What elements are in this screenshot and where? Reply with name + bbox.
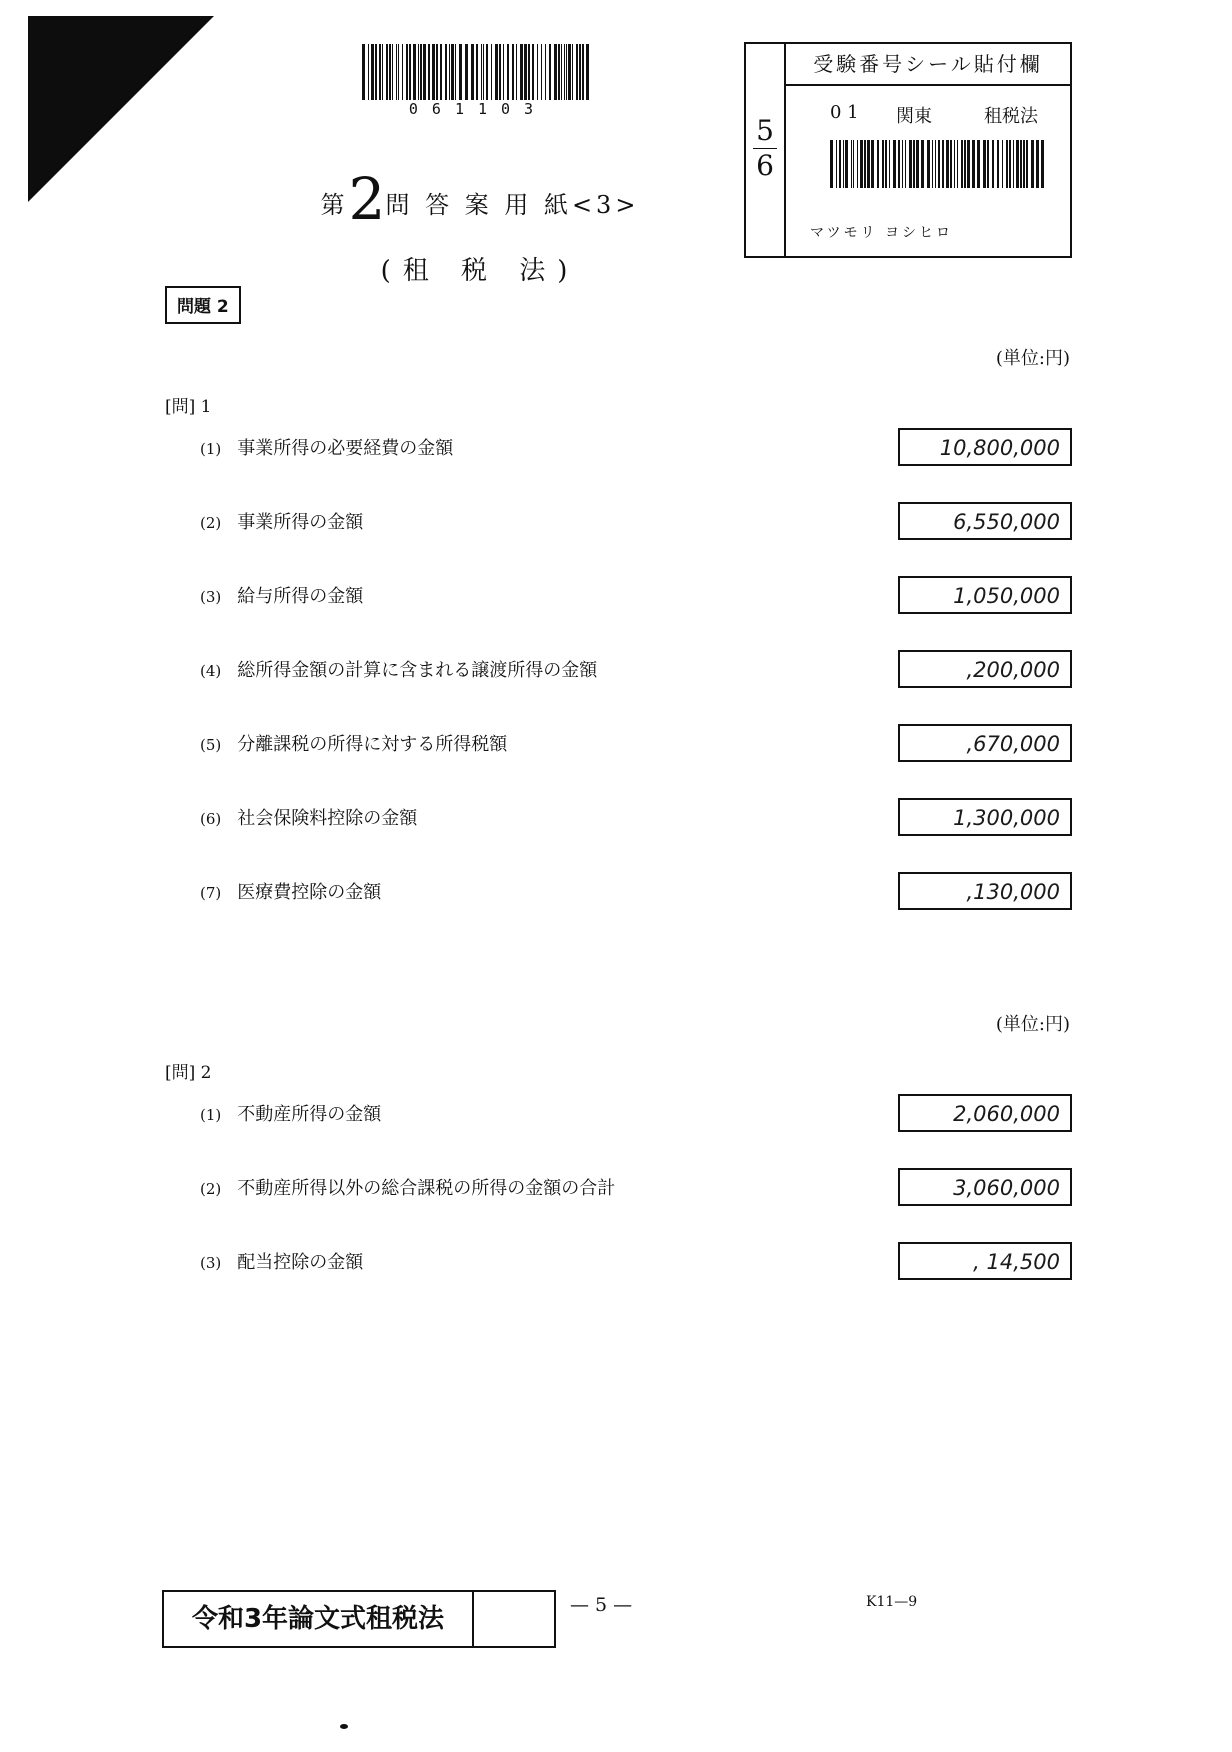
row-label-2-3: (3) 配当控除の金額 <box>200 1252 364 1273</box>
seal-name: マツモリ ヨシヒロ <box>810 225 954 241</box>
answer-box-1-6[interactable]: 1,300,000 <box>898 798 1072 836</box>
seal-page-column <box>746 44 786 256</box>
sheet-subtitle: (租 税 法) <box>380 256 580 286</box>
answer-box-1-1[interactable]: 10,800,000 <box>898 428 1072 466</box>
row-label-1-5: (5) 分離課税の所得に対する所得税額 <box>200 734 508 755</box>
unit-label-1: (単位:円) <box>995 348 1070 369</box>
footer-title: 令和3年論文式租税法 <box>164 1592 474 1646</box>
row-label-2-2: (2) 不動産所得以外の総合課税の所得の金額の合計 <box>200 1178 616 1199</box>
row-label-1-3: (3) 給与所得の金額 <box>200 586 364 607</box>
problem-badge: 問題 2 <box>165 286 241 324</box>
seal-code: 0 1 <box>830 102 859 123</box>
answer-box-1-5[interactable]: ,670,000 <box>898 724 1072 762</box>
barcode-top-number: 061103 <box>408 100 548 118</box>
answer-box-2-1[interactable]: 2,060,000 <box>898 1094 1072 1132</box>
row-label-1-1: (1) 事業所得の必要経費の金額 <box>200 438 454 459</box>
answer-box-2-2[interactable]: 3,060,000 <box>898 1168 1072 1206</box>
answer-box-1-3[interactable]: 1,050,000 <box>898 576 1072 614</box>
row-label-1-2: (2) 事業所得の金額 <box>200 512 364 533</box>
seal-region: 関東 <box>896 106 932 127</box>
seal-page-fraction: 5 6 <box>752 114 778 183</box>
row-label-2-1: (1) 不動産所得の金額 <box>200 1104 382 1125</box>
seal-header: 受験番号シール貼付欄 <box>786 44 1070 86</box>
document-code: K11—9 <box>866 1594 918 1610</box>
unit-label-2: (単位:円) <box>995 1014 1070 1035</box>
question-heading-1: [問] 1 <box>165 397 212 417</box>
answer-box-1-4[interactable]: ,200,000 <box>898 650 1072 688</box>
answer-box-2-3[interactable]: , 14,500 <box>898 1242 1072 1280</box>
sheet-title-number: 2 <box>348 165 386 233</box>
sheet-title: 第2問 答 案 用 紙<3> <box>320 165 640 233</box>
answer-box-1-7[interactable]: ,130,000 <box>898 872 1072 910</box>
seal-subject: 租税法 <box>984 106 1038 127</box>
answer-box-1-2[interactable]: 6,550,000 <box>898 502 1072 540</box>
seal-barcode <box>830 140 1044 188</box>
row-label-1-6: (6) 社会保険料控除の金額 <box>200 808 418 829</box>
page-number: — 5 — <box>570 1594 633 1616</box>
row-label-1-7: (7) 医療費控除の金額 <box>200 882 382 903</box>
row-label-1-4: (4) 総所得金額の計算に含まれる譲渡所得の金額 <box>200 660 598 681</box>
footer-box <box>162 1590 556 1648</box>
corner-mark <box>28 16 214 202</box>
exam-number-seal-box <box>744 42 1072 258</box>
barcode-top <box>362 44 594 100</box>
stray-dot <box>340 1724 348 1729</box>
question-heading-2: [問] 2 <box>165 1063 212 1083</box>
